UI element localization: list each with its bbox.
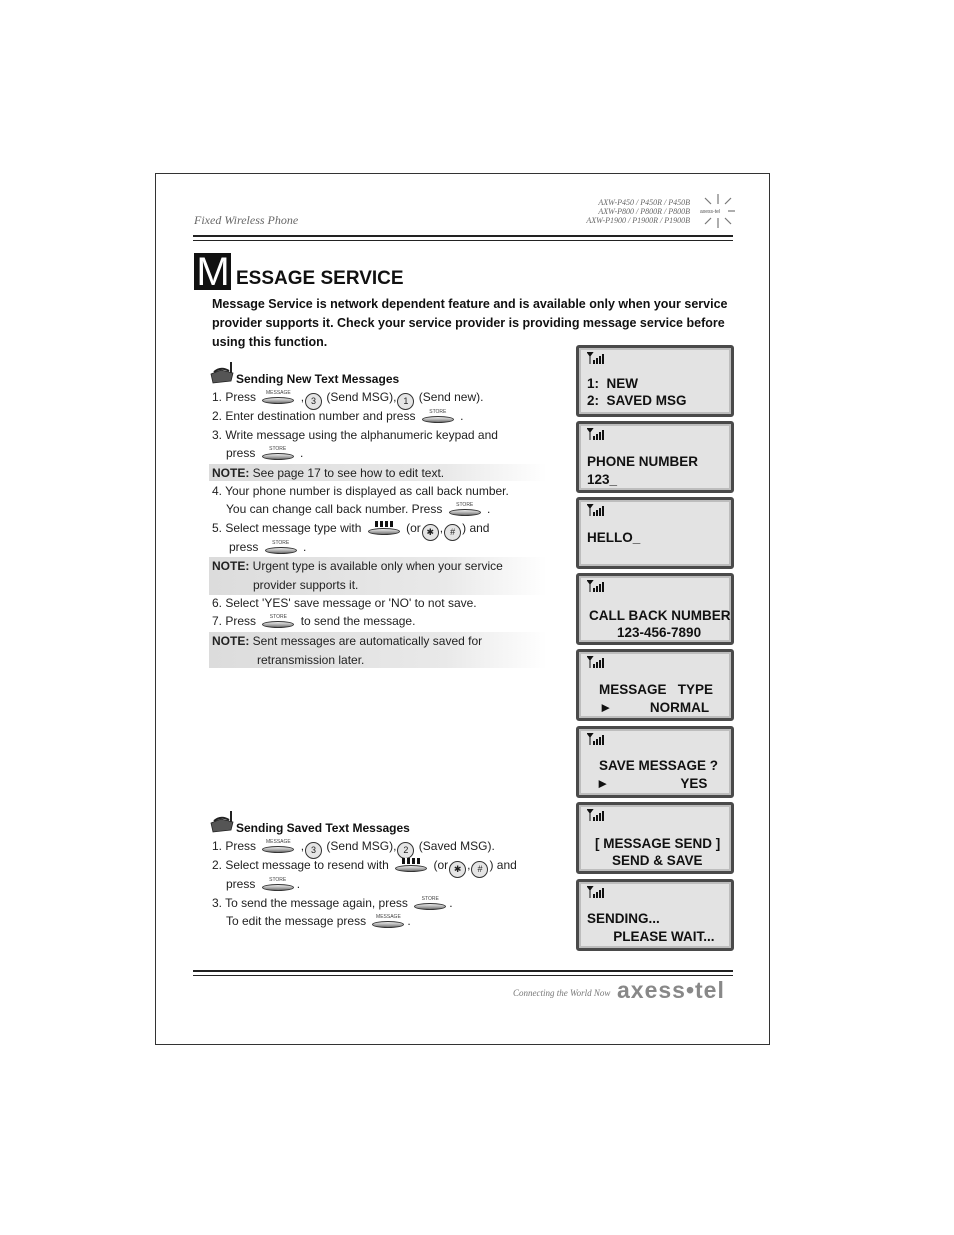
intro-paragraph: Message Service is network dependent feature and is available only when your service provider supports it. Check your service provider is providing message service before using this function. bbox=[212, 297, 728, 349]
message-key-icon: MESSAGE bbox=[261, 390, 295, 404]
lcd-screen bbox=[576, 802, 734, 874]
signal-icon bbox=[587, 886, 605, 898]
step-line: 3. Write message using the alphanumeric keypad and bbox=[212, 428, 498, 442]
lcd-line: 1: NEW bbox=[587, 376, 639, 391]
lcd-line: [ MESSAGE SEND ] bbox=[595, 836, 721, 851]
step-line: 1. Press MESSAGE , 3 (Send MSG), 1 (Send new). bbox=[212, 390, 483, 410]
lcd-line: MESSAGE TYPE bbox=[599, 682, 714, 697]
page-title: ESSAGE SERVICE bbox=[236, 268, 404, 289]
lcd-line: ► NORMAL bbox=[599, 700, 710, 715]
section-title-saved: Sending Saved Text Messages bbox=[236, 821, 410, 835]
note-text: NOTE: Urgent type is available only when your service bbox=[212, 559, 503, 573]
product-name: Fixed Wireless Phone bbox=[194, 213, 299, 227]
note-text: provider supports it. bbox=[253, 578, 359, 592]
lcd-screen bbox=[576, 497, 734, 569]
model-line: AXW-P1900 / P1900R / P1900B bbox=[586, 216, 690, 225]
footer-rule-thin bbox=[193, 975, 733, 976]
key-3-icon: 3 bbox=[305, 393, 322, 410]
step-line: 7. Press STORE to send the message. bbox=[212, 614, 416, 628]
store-key-icon: STORE bbox=[264, 540, 298, 554]
key-2-icon: 2 bbox=[397, 842, 414, 859]
store-key-icon: STORE bbox=[421, 409, 455, 423]
section-title-new: Sending New Text Messages bbox=[236, 372, 400, 386]
lcd-line: CALL BACK NUMBER bbox=[589, 608, 731, 623]
phone-icon bbox=[209, 811, 235, 833]
signal-icon bbox=[587, 656, 605, 668]
store-key-icon: STORE bbox=[448, 502, 482, 516]
hash-key-icon: # bbox=[444, 524, 461, 541]
lcd-screen bbox=[576, 649, 734, 721]
signal-icon bbox=[587, 504, 605, 516]
lcd-line: PLEASE WAIT... bbox=[587, 929, 715, 944]
step-line: 6. Select 'YES' save message or 'NO' to not save. bbox=[212, 596, 477, 610]
lcd-line: 2: SAVED MSG bbox=[587, 393, 687, 408]
signal-icon bbox=[587, 733, 605, 745]
lcd-line: SEND & SAVE bbox=[612, 853, 703, 868]
lcd-line: SAVE MESSAGE ? bbox=[599, 758, 719, 773]
star-key-icon: ✱ bbox=[449, 861, 466, 878]
star-key-icon: ✱ bbox=[422, 524, 439, 541]
header-rule-thin bbox=[193, 240, 733, 241]
step-line: 4. Your phone number is displayed as call back number. bbox=[212, 484, 509, 498]
footer-rule bbox=[193, 970, 733, 972]
lcd-line: 123_ bbox=[587, 472, 618, 487]
note-text: NOTE: Sent messages are automatically saved for bbox=[212, 634, 483, 648]
footer-tagline: Connecting the World Now bbox=[513, 988, 611, 998]
signal-icon bbox=[587, 580, 605, 592]
step-line: To edit the message press MESSAGE . bbox=[226, 914, 411, 928]
step-line: 1. Press MESSAGE , 3 (Send MSG), 2 (Saved MSG). bbox=[212, 839, 495, 859]
store-key-icon: STORE bbox=[261, 614, 295, 628]
message-key-icon: MESSAGE bbox=[371, 914, 405, 928]
axesstel-star-logo bbox=[700, 193, 736, 229]
step-line: 2. Enter destination number and press STORE . bbox=[212, 409, 464, 423]
lcd-line: PHONE NUMBER bbox=[587, 454, 699, 469]
lcd-line: HELLO_ bbox=[587, 530, 641, 545]
navigation-key-icon bbox=[367, 521, 401, 535]
step-line: press STORE . bbox=[226, 446, 304, 460]
lcd-line: ► YES bbox=[596, 776, 708, 791]
step-line: 3. To send the message again, press STORE . bbox=[212, 896, 453, 910]
lcd-screen bbox=[576, 726, 734, 798]
store-key-icon: STORE bbox=[261, 877, 295, 891]
lcd-screen bbox=[576, 573, 734, 645]
phone-icon bbox=[209, 362, 235, 384]
store-key-icon: STORE bbox=[413, 896, 447, 910]
hash-key-icon: # bbox=[471, 861, 488, 878]
step-line: press STORE . bbox=[229, 540, 307, 554]
step-line: 5. Select message type with (or ✱ , # ) and bbox=[212, 521, 489, 541]
brand-logo: axess•tel bbox=[617, 977, 725, 1003]
lcd-screen bbox=[576, 421, 734, 493]
navigation-key-icon bbox=[394, 858, 428, 872]
message-key-icon: MESSAGE bbox=[261, 839, 295, 853]
header-rule bbox=[193, 235, 733, 237]
lcd-screen bbox=[576, 345, 734, 417]
model-line: AXW-P800 / P800R / P800B bbox=[598, 207, 690, 216]
signal-icon bbox=[587, 809, 605, 821]
step-line: You can change call back number. Press STORE . bbox=[226, 502, 491, 516]
step-line: press STORE . bbox=[226, 877, 301, 891]
model-list bbox=[586, 198, 690, 225]
lcd-screen bbox=[576, 879, 734, 951]
step-line: 2. Select message to resend with (or ✱ , # ) and bbox=[212, 858, 517, 878]
signal-icon bbox=[587, 428, 605, 440]
key-1-icon: 1 bbox=[397, 393, 414, 410]
logo-small-text: axess-tel bbox=[700, 209, 721, 215]
title-initial: M bbox=[194, 253, 231, 290]
model-line: AXW-P450 / P450R / P450B bbox=[598, 198, 690, 207]
store-key-icon: STORE bbox=[261, 446, 295, 460]
note-text: retransmission later. bbox=[257, 653, 365, 667]
signal-icon bbox=[587, 352, 605, 364]
lcd-line: 123-456-7890 bbox=[617, 625, 702, 640]
lcd-line: SENDING... bbox=[587, 911, 660, 926]
key-3-icon: 3 bbox=[305, 842, 322, 859]
note-text: NOTE: See page 17 to see how to edit text. bbox=[212, 466, 445, 480]
